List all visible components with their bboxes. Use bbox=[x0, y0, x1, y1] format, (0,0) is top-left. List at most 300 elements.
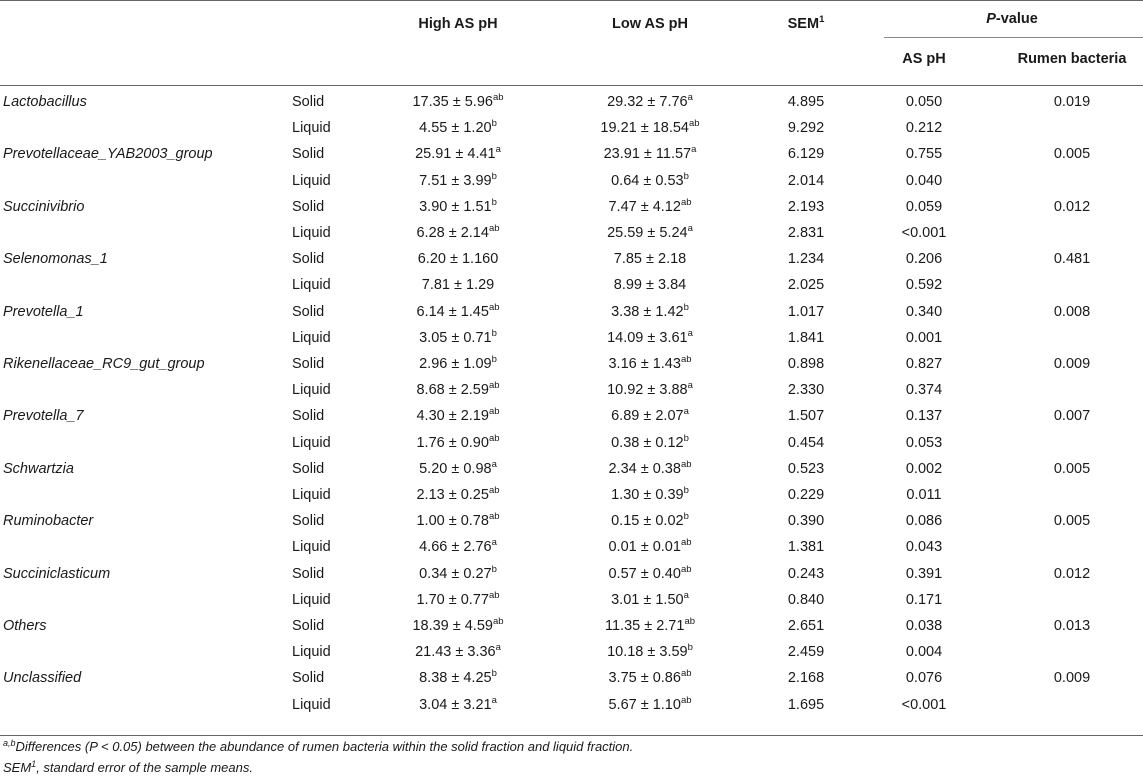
high-as-ph-cell bbox=[419, 327, 497, 346]
fraction-cell-value: Liquid bbox=[292, 172, 331, 189]
sem-cell bbox=[788, 251, 824, 267]
low-as-ph-cell-superscript: b bbox=[683, 301, 689, 313]
genus-cell-value: Lactobacillus bbox=[3, 94, 87, 110]
low-as-ph-cell bbox=[611, 513, 689, 529]
fraction-cell bbox=[292, 330, 331, 346]
fraction-cell-value: Solid bbox=[292, 198, 325, 215]
table-row bbox=[0, 120, 1143, 146]
low-as-ph-cell-superscript: a bbox=[683, 406, 689, 418]
p-rumen-cell bbox=[1054, 304, 1090, 320]
high-as-ph-cell-value: 6.14 ± 1.45 bbox=[416, 303, 489, 320]
fraction-cell bbox=[292, 199, 324, 215]
sem-cell bbox=[788, 618, 824, 634]
low-as-ph-cell-superscript: ab bbox=[680, 537, 692, 549]
high-as-ph-cell-superscript: ab bbox=[488, 432, 500, 444]
sem-cell-value: 1.381 bbox=[787, 539, 825, 556]
sem-cell-value: 0.523 bbox=[787, 460, 825, 477]
low-as-ph-cell bbox=[611, 589, 689, 608]
table-row bbox=[0, 356, 1143, 382]
low-as-ph-cell-superscript: a bbox=[687, 223, 693, 234]
high-as-ph-cell-superscript: b bbox=[491, 170, 497, 182]
sem-cell-value: 1.841 bbox=[787, 329, 825, 346]
p-as-ph-cell bbox=[906, 120, 942, 136]
low-as-ph-cell bbox=[600, 120, 699, 136]
low-as-ph-cell-value: 3.38 ± 1.42 bbox=[611, 303, 684, 320]
table-row bbox=[0, 225, 1143, 251]
high-as-ph-cell-value: 1.70 ± 0.77 bbox=[416, 591, 489, 608]
genus-cell bbox=[3, 618, 47, 634]
high-as-ph-cell-superscript: ab bbox=[488, 485, 500, 496]
table-row bbox=[0, 589, 1143, 618]
sem-cell-value: 2.651 bbox=[787, 618, 825, 634]
sem-cell bbox=[788, 435, 824, 451]
low-as-ph-cell bbox=[608, 539, 691, 555]
fraction-cell-value: Liquid bbox=[292, 225, 331, 241]
fraction-cell-value: Solid bbox=[292, 408, 325, 425]
p-as-ph-cell bbox=[906, 487, 941, 503]
table-row bbox=[0, 513, 1143, 539]
table-row bbox=[0, 670, 1143, 696]
sem-cell bbox=[788, 408, 824, 424]
genus-cell-value: Succinivibrio bbox=[3, 198, 85, 215]
high-as-ph-cell bbox=[412, 618, 503, 634]
sem-cell bbox=[788, 539, 824, 555]
footnote-sem-sup: 1 bbox=[31, 759, 37, 769]
p-as-ph-cell bbox=[906, 435, 942, 451]
sem-cell bbox=[788, 513, 824, 529]
fraction-cell-value: Liquid bbox=[292, 644, 331, 661]
sem-cell-value: 2.025 bbox=[787, 277, 825, 294]
table-row bbox=[0, 539, 1143, 565]
high-as-ph-cell bbox=[415, 644, 501, 660]
p-as-ph-cell bbox=[906, 356, 942, 372]
table-row bbox=[0, 618, 1143, 644]
low-as-ph-cell bbox=[607, 644, 693, 660]
fraction-cell bbox=[292, 146, 324, 162]
table-row bbox=[0, 382, 1143, 408]
low-as-ph-cell-superscript: b bbox=[683, 432, 689, 444]
header-p-rest: -value bbox=[995, 11, 1038, 27]
p-as-ph-cell-value: <0.001 bbox=[901, 696, 947, 713]
sem-cell bbox=[788, 277, 824, 293]
p-as-ph-cell bbox=[906, 382, 942, 398]
p-as-ph-cell-value: 0.340 bbox=[905, 303, 943, 320]
high-as-ph-cell bbox=[416, 301, 500, 320]
low-as-ph-cell-value: 10.92 ± 3.88 bbox=[607, 382, 688, 399]
p-as-ph-cell-value: 0.002 bbox=[905, 460, 943, 477]
high-as-ph-cell-superscript: ab bbox=[488, 406, 500, 418]
low-as-ph-cell-superscript: ab bbox=[680, 354, 692, 365]
genus-cell-value: Schwartzia bbox=[3, 460, 74, 477]
genus-cell-value: Ruminobacter bbox=[3, 513, 94, 530]
high-as-ph-cell bbox=[419, 539, 497, 555]
low-as-ph-cell-value: 6.89 ± 2.07 bbox=[611, 408, 684, 425]
fraction-cell-value: Solid bbox=[292, 513, 325, 530]
high-as-ph-cell-superscript: b bbox=[491, 563, 497, 575]
low-as-ph-cell-value: 8.99 ± 3.84 bbox=[613, 277, 687, 294]
sem-cell-value: 1.507 bbox=[787, 408, 825, 425]
high-as-ph-cell bbox=[419, 458, 497, 477]
p-as-ph-cell-value: 0.004 bbox=[905, 644, 943, 661]
table-row bbox=[0, 694, 1143, 723]
p-as-ph-cell bbox=[906, 566, 942, 582]
fraction-cell bbox=[292, 304, 324, 320]
fraction-cell bbox=[292, 566, 324, 582]
low-as-ph-cell-value: 14.09 ± 3.61 bbox=[607, 329, 688, 346]
genus-cell-value: Prevotella_7 bbox=[3, 408, 84, 425]
high-as-ph-cell-superscript: ab bbox=[488, 511, 500, 523]
low-as-ph-cell-superscript: a bbox=[687, 380, 693, 392]
sem-cell bbox=[788, 697, 824, 713]
p-rumen-cell-value: 0.009 bbox=[1053, 356, 1091, 372]
footnote-sup: a,b bbox=[3, 738, 16, 748]
footnote-sem-text: , standard error of the sample means. bbox=[36, 760, 253, 775]
fraction-cell bbox=[292, 277, 331, 293]
sem-cell-value: 2.330 bbox=[787, 382, 825, 399]
fraction-cell bbox=[292, 382, 331, 398]
high-as-ph-cell-superscript: ab bbox=[488, 301, 500, 313]
table-row bbox=[0, 196, 1143, 225]
low-as-ph-cell-value: 7.85 ± 2.18 bbox=[613, 251, 687, 268]
low-as-ph-cell bbox=[611, 170, 689, 189]
fraction-cell bbox=[292, 251, 324, 267]
sem-cell bbox=[788, 330, 824, 346]
p-as-ph-cell-value: 0.043 bbox=[905, 539, 943, 556]
p-as-ph-cell bbox=[906, 670, 942, 686]
p-as-ph-cell-value: 0.827 bbox=[905, 356, 943, 372]
p-rumen-cell-value: 0.012 bbox=[1053, 565, 1091, 582]
p-value-rule bbox=[884, 37, 1143, 38]
high-as-ph-cell-superscript: ab bbox=[492, 616, 504, 627]
table-row bbox=[0, 277, 1143, 303]
fraction-cell-value: Solid bbox=[292, 146, 325, 163]
header-low-as-ph: Low AS pH bbox=[612, 16, 688, 32]
high-as-ph-cell-value: 17.35 ± 5.96 bbox=[412, 94, 493, 110]
high-as-ph-cell-value: 6.28 ± 2.14 bbox=[416, 225, 489, 241]
high-as-ph-cell bbox=[419, 670, 497, 686]
p-rumen-cell bbox=[1054, 146, 1090, 162]
p-as-ph-cell bbox=[906, 539, 942, 555]
p-rumen-cell bbox=[1054, 670, 1090, 686]
fraction-cell-value: Liquid bbox=[292, 487, 331, 503]
low-as-ph-cell bbox=[607, 94, 693, 110]
p-rumen-cell-value: 0.012 bbox=[1053, 198, 1091, 215]
low-as-ph-cell-value: 0.01 ± 0.01 bbox=[608, 539, 681, 556]
sem-cell bbox=[788, 670, 824, 686]
p-as-ph-cell-value: 0.011 bbox=[906, 487, 942, 503]
sem-cell-value: 0.898 bbox=[787, 356, 825, 372]
low-as-ph-cell bbox=[614, 277, 686, 293]
high-as-ph-cell-value: 1.76 ± 0.90 bbox=[416, 434, 489, 451]
p-rumen-cell bbox=[1054, 251, 1090, 267]
high-as-ph-cell bbox=[416, 382, 499, 398]
low-as-ph-cell-superscript: b bbox=[683, 170, 689, 182]
p-as-ph-cell-value: 0.059 bbox=[905, 198, 943, 215]
p-as-ph-cell-value: 0.212 bbox=[905, 120, 943, 137]
p-as-ph-cell bbox=[902, 225, 947, 241]
low-as-ph-cell-superscript: a bbox=[691, 144, 697, 156]
low-as-ph-cell bbox=[608, 563, 692, 582]
genus-cell bbox=[3, 670, 81, 686]
p-rumen-cell-value: 0.013 bbox=[1053, 618, 1091, 634]
low-as-ph-cell bbox=[604, 146, 697, 162]
sem-cell bbox=[788, 644, 824, 660]
high-as-ph-cell-value: 7.51 ± 3.99 bbox=[419, 172, 492, 189]
table-row bbox=[0, 301, 1143, 330]
p-rumen-cell-value: 0.008 bbox=[1053, 303, 1091, 320]
high-as-ph-cell-value: 2.13 ± 0.25 bbox=[416, 487, 489, 503]
p-as-ph-cell bbox=[906, 94, 942, 110]
low-as-ph-cell-value: 3.16 ± 1.43 bbox=[608, 356, 681, 372]
high-as-ph-cell bbox=[419, 120, 497, 136]
high-as-ph-cell-value: 5.20 ± 0.98 bbox=[419, 460, 492, 477]
p-rumen-cell bbox=[1054, 566, 1090, 582]
sem-cell bbox=[788, 382, 824, 398]
fraction-cell bbox=[292, 513, 324, 529]
high-as-ph-cell-value: 8.38 ± 4.25 bbox=[419, 670, 492, 687]
sem-cell-value: 6.129 bbox=[787, 146, 825, 163]
sem-cell bbox=[788, 566, 824, 582]
table-row bbox=[0, 251, 1143, 277]
genus-cell bbox=[3, 304, 84, 320]
p-as-ph-cell bbox=[902, 697, 947, 713]
fraction-cell-value: Liquid bbox=[292, 120, 331, 137]
genus-cell bbox=[3, 199, 84, 215]
table-row bbox=[0, 170, 1143, 199]
fraction-cell-value: Solid bbox=[292, 356, 325, 372]
fraction-cell-value: Liquid bbox=[292, 277, 331, 294]
fraction-cell bbox=[292, 435, 331, 451]
genus-cell-value: Succiniclasticum bbox=[3, 565, 111, 582]
p-rumen-cell-value: 0.007 bbox=[1053, 408, 1091, 425]
high-as-ph-cell bbox=[419, 356, 497, 372]
high-as-ph-cell bbox=[416, 487, 499, 503]
p-rumen-cell bbox=[1054, 618, 1090, 634]
p-as-ph-cell-value: 0.038 bbox=[905, 618, 943, 634]
sem-cell bbox=[788, 146, 824, 162]
low-as-ph-cell-superscript: ab bbox=[689, 118, 700, 130]
fraction-cell bbox=[292, 487, 331, 503]
high-as-ph-cell-value: 25.91 ± 4.41 bbox=[415, 146, 496, 163]
fraction-cell bbox=[292, 225, 331, 241]
genus-cell bbox=[3, 461, 74, 477]
sem-cell-value: 0.840 bbox=[787, 591, 825, 608]
fraction-cell-value: Liquid bbox=[292, 591, 331, 608]
p-rumen-cell bbox=[1054, 461, 1090, 477]
low-as-ph-cell-value: 2.34 ± 0.38 bbox=[608, 460, 681, 477]
low-as-ph-cell-value: 29.32 ± 7.76 bbox=[607, 94, 688, 110]
fraction-cell bbox=[292, 670, 324, 686]
high-as-ph-cell bbox=[419, 196, 497, 215]
p-rumen-cell-value: 0.005 bbox=[1053, 146, 1091, 163]
high-as-ph-cell bbox=[419, 563, 497, 582]
low-as-ph-cell-value: 11.35 ± 2.71 bbox=[604, 618, 685, 634]
fraction-cell-value: Liquid bbox=[292, 434, 331, 451]
header-p-value bbox=[986, 11, 1038, 27]
high-as-ph-cell bbox=[422, 277, 494, 293]
genus-cell bbox=[3, 146, 213, 162]
low-as-ph-cell-value: 25.59 ± 5.24 bbox=[607, 225, 688, 241]
sem-cell bbox=[788, 304, 824, 320]
sem-cell bbox=[788, 487, 824, 503]
low-as-ph-cell-superscript: a bbox=[687, 92, 693, 103]
low-as-ph-cell-superscript: ab bbox=[680, 694, 692, 706]
p-as-ph-cell bbox=[906, 251, 942, 267]
footnote-text: Differences (P < 0.05) between the abundance of rumen bacteria within the solid fraction and liquid fraction. bbox=[15, 739, 634, 754]
high-as-ph-cell bbox=[419, 694, 497, 713]
low-as-ph-cell-superscript: a bbox=[687, 327, 693, 339]
fraction-cell bbox=[292, 539, 331, 555]
fraction-cell-value: Liquid bbox=[292, 696, 331, 713]
p-as-ph-cell-value: 0.050 bbox=[905, 94, 943, 110]
high-as-ph-cell-superscript: b bbox=[491, 327, 497, 339]
table-row bbox=[0, 458, 1143, 487]
sem-cell-value: 0.454 bbox=[787, 434, 825, 451]
sem-cell-value: 2.014 bbox=[787, 172, 825, 189]
p-as-ph-cell-value: 0.391 bbox=[905, 565, 943, 582]
low-as-ph-cell-value: 10.18 ± 3.59 bbox=[607, 644, 688, 661]
high-as-ph-cell-superscript: b bbox=[491, 196, 497, 208]
low-as-ph-cell bbox=[608, 458, 692, 477]
p-as-ph-cell-value: 0.137 bbox=[905, 408, 943, 425]
sem-cell-value: 2.193 bbox=[787, 198, 825, 215]
p-as-ph-cell bbox=[906, 173, 942, 189]
high-as-ph-cell-superscript: a bbox=[495, 642, 501, 654]
high-as-ph-cell-value: 4.30 ± 2.19 bbox=[416, 408, 489, 425]
top-rule bbox=[0, 0, 1143, 1]
footnote-sem bbox=[3, 760, 253, 775]
p-as-ph-cell bbox=[906, 408, 942, 424]
fraction-cell bbox=[292, 461, 324, 477]
p-as-ph-cell-value: 0.053 bbox=[905, 434, 943, 451]
p-as-ph-cell-value: 0.374 bbox=[905, 382, 943, 399]
low-as-ph-cell-superscript: ab bbox=[680, 668, 692, 680]
low-as-ph-cell-value: 0.57 ± 0.40 bbox=[608, 565, 681, 582]
high-as-ph-cell-superscript: ab bbox=[488, 589, 500, 601]
sem-cell bbox=[788, 120, 824, 136]
low-as-ph-cell bbox=[611, 487, 689, 503]
header-rumen-bacteria: Rumen bacteria bbox=[1017, 51, 1127, 67]
low-as-ph-cell bbox=[607, 225, 693, 241]
genus-cell bbox=[3, 94, 87, 110]
header-sem-sup: 1 bbox=[819, 14, 825, 25]
sem-cell bbox=[788, 94, 824, 110]
low-as-ph-cell bbox=[611, 301, 689, 320]
sem-cell bbox=[788, 173, 824, 189]
high-as-ph-cell-superscript: a bbox=[491, 694, 497, 706]
low-as-ph-cell-value: 0.38 ± 0.12 bbox=[611, 434, 684, 451]
p-as-ph-cell bbox=[906, 330, 942, 346]
genus-cell bbox=[3, 251, 108, 267]
high-as-ph-cell-value: 18.39 ± 4.59 bbox=[412, 618, 493, 634]
table-row bbox=[0, 487, 1143, 513]
high-as-ph-cell-value: 4.55 ± 1.20 bbox=[419, 120, 492, 137]
sem-cell-value: 1.234 bbox=[787, 251, 825, 268]
header-sem-label: SEM bbox=[787, 16, 820, 32]
low-as-ph-cell-value: 19.21 ± 18.54 bbox=[600, 120, 690, 137]
genus-cell-value: Others bbox=[3, 618, 47, 634]
low-as-ph-cell-superscript: b bbox=[683, 485, 689, 496]
high-as-ph-cell bbox=[416, 513, 499, 529]
sem-cell-value: 2.831 bbox=[787, 225, 825, 241]
low-as-ph-cell-value: 3.01 ± 1.50 bbox=[611, 591, 684, 608]
p-as-ph-cell-value: 0.076 bbox=[905, 670, 943, 687]
high-as-ph-cell-superscript: a bbox=[491, 458, 497, 470]
low-as-ph-cell bbox=[608, 196, 692, 215]
fraction-cell bbox=[292, 618, 324, 634]
sem-cell-value: 1.017 bbox=[787, 303, 825, 320]
fraction-cell bbox=[292, 644, 331, 660]
sem-cell bbox=[788, 592, 824, 608]
sem-cell-value: 9.292 bbox=[787, 120, 825, 137]
sem-cell-value: 0.390 bbox=[787, 513, 825, 530]
fraction-cell-value: Solid bbox=[292, 251, 325, 268]
fraction-cell bbox=[292, 408, 324, 424]
sem-cell-value: 4.895 bbox=[787, 94, 825, 110]
footnote-differences bbox=[3, 739, 633, 754]
table-row bbox=[0, 563, 1143, 592]
low-as-ph-cell-superscript: b bbox=[683, 511, 689, 523]
p-as-ph-cell bbox=[906, 199, 942, 215]
bottom-rule bbox=[0, 735, 1143, 736]
sem-cell-value: 2.168 bbox=[787, 670, 825, 687]
p-as-ph-cell bbox=[906, 644, 942, 660]
p-rumen-cell bbox=[1054, 199, 1090, 215]
high-as-ph-cell-value: 4.66 ± 2.76 bbox=[419, 539, 492, 556]
fraction-cell bbox=[292, 120, 331, 136]
p-as-ph-cell bbox=[906, 304, 942, 320]
low-as-ph-cell bbox=[611, 408, 689, 424]
genus-cell-value: Rikenellaceae_RC9_gut_group bbox=[3, 356, 205, 372]
fraction-cell-value: Liquid bbox=[292, 539, 331, 556]
table-row bbox=[0, 146, 1143, 172]
low-as-ph-cell-value: 23.91 ± 11.57 bbox=[603, 146, 692, 163]
low-as-ph-cell bbox=[605, 618, 695, 634]
p-as-ph-cell bbox=[906, 277, 942, 293]
sem-cell-value: 0.243 bbox=[787, 565, 825, 582]
high-as-ph-cell-value: 21.43 ± 3.36 bbox=[415, 644, 496, 661]
low-as-ph-cell-value: 7.47 ± 4.12 bbox=[608, 198, 681, 215]
p-as-ph-cell-value: 0.171 bbox=[905, 591, 943, 608]
header-rule bbox=[0, 85, 1143, 86]
sem-cell bbox=[788, 225, 824, 241]
low-as-ph-cell bbox=[607, 327, 693, 346]
low-as-ph-cell-value: 0.64 ± 0.53 bbox=[611, 172, 684, 189]
low-as-ph-cell-superscript: ab bbox=[680, 196, 692, 208]
low-as-ph-cell-superscript: ab bbox=[680, 563, 692, 575]
high-as-ph-cell-value: 1.00 ± 0.78 bbox=[416, 513, 489, 530]
p-rumen-cell bbox=[1054, 408, 1090, 424]
fraction-cell-value: Liquid bbox=[292, 382, 331, 399]
high-as-ph-cell-value: 3.05 ± 0.71 bbox=[419, 329, 492, 346]
high-as-ph-cell-superscript: ab bbox=[488, 380, 500, 392]
genus-cell bbox=[3, 566, 110, 582]
sem-cell bbox=[788, 356, 824, 372]
low-as-ph-cell-value: 1.30 ± 0.39 bbox=[611, 487, 684, 503]
genus-cell-value: Selenomonas_1 bbox=[3, 251, 108, 268]
fraction-cell bbox=[292, 173, 331, 189]
p-as-ph-cell bbox=[906, 592, 942, 608]
high-as-ph-cell-superscript: b bbox=[491, 354, 497, 365]
p-rumen-cell-value: 0.009 bbox=[1053, 670, 1091, 687]
genus-cell bbox=[3, 356, 205, 372]
table-row bbox=[0, 94, 1143, 120]
fraction-cell-value: Solid bbox=[292, 670, 325, 687]
header-as-ph: AS pH bbox=[902, 51, 946, 67]
sem-cell-value: 1.695 bbox=[787, 696, 825, 713]
high-as-ph-cell-superscript: a bbox=[491, 537, 497, 549]
low-as-ph-cell bbox=[611, 432, 689, 451]
